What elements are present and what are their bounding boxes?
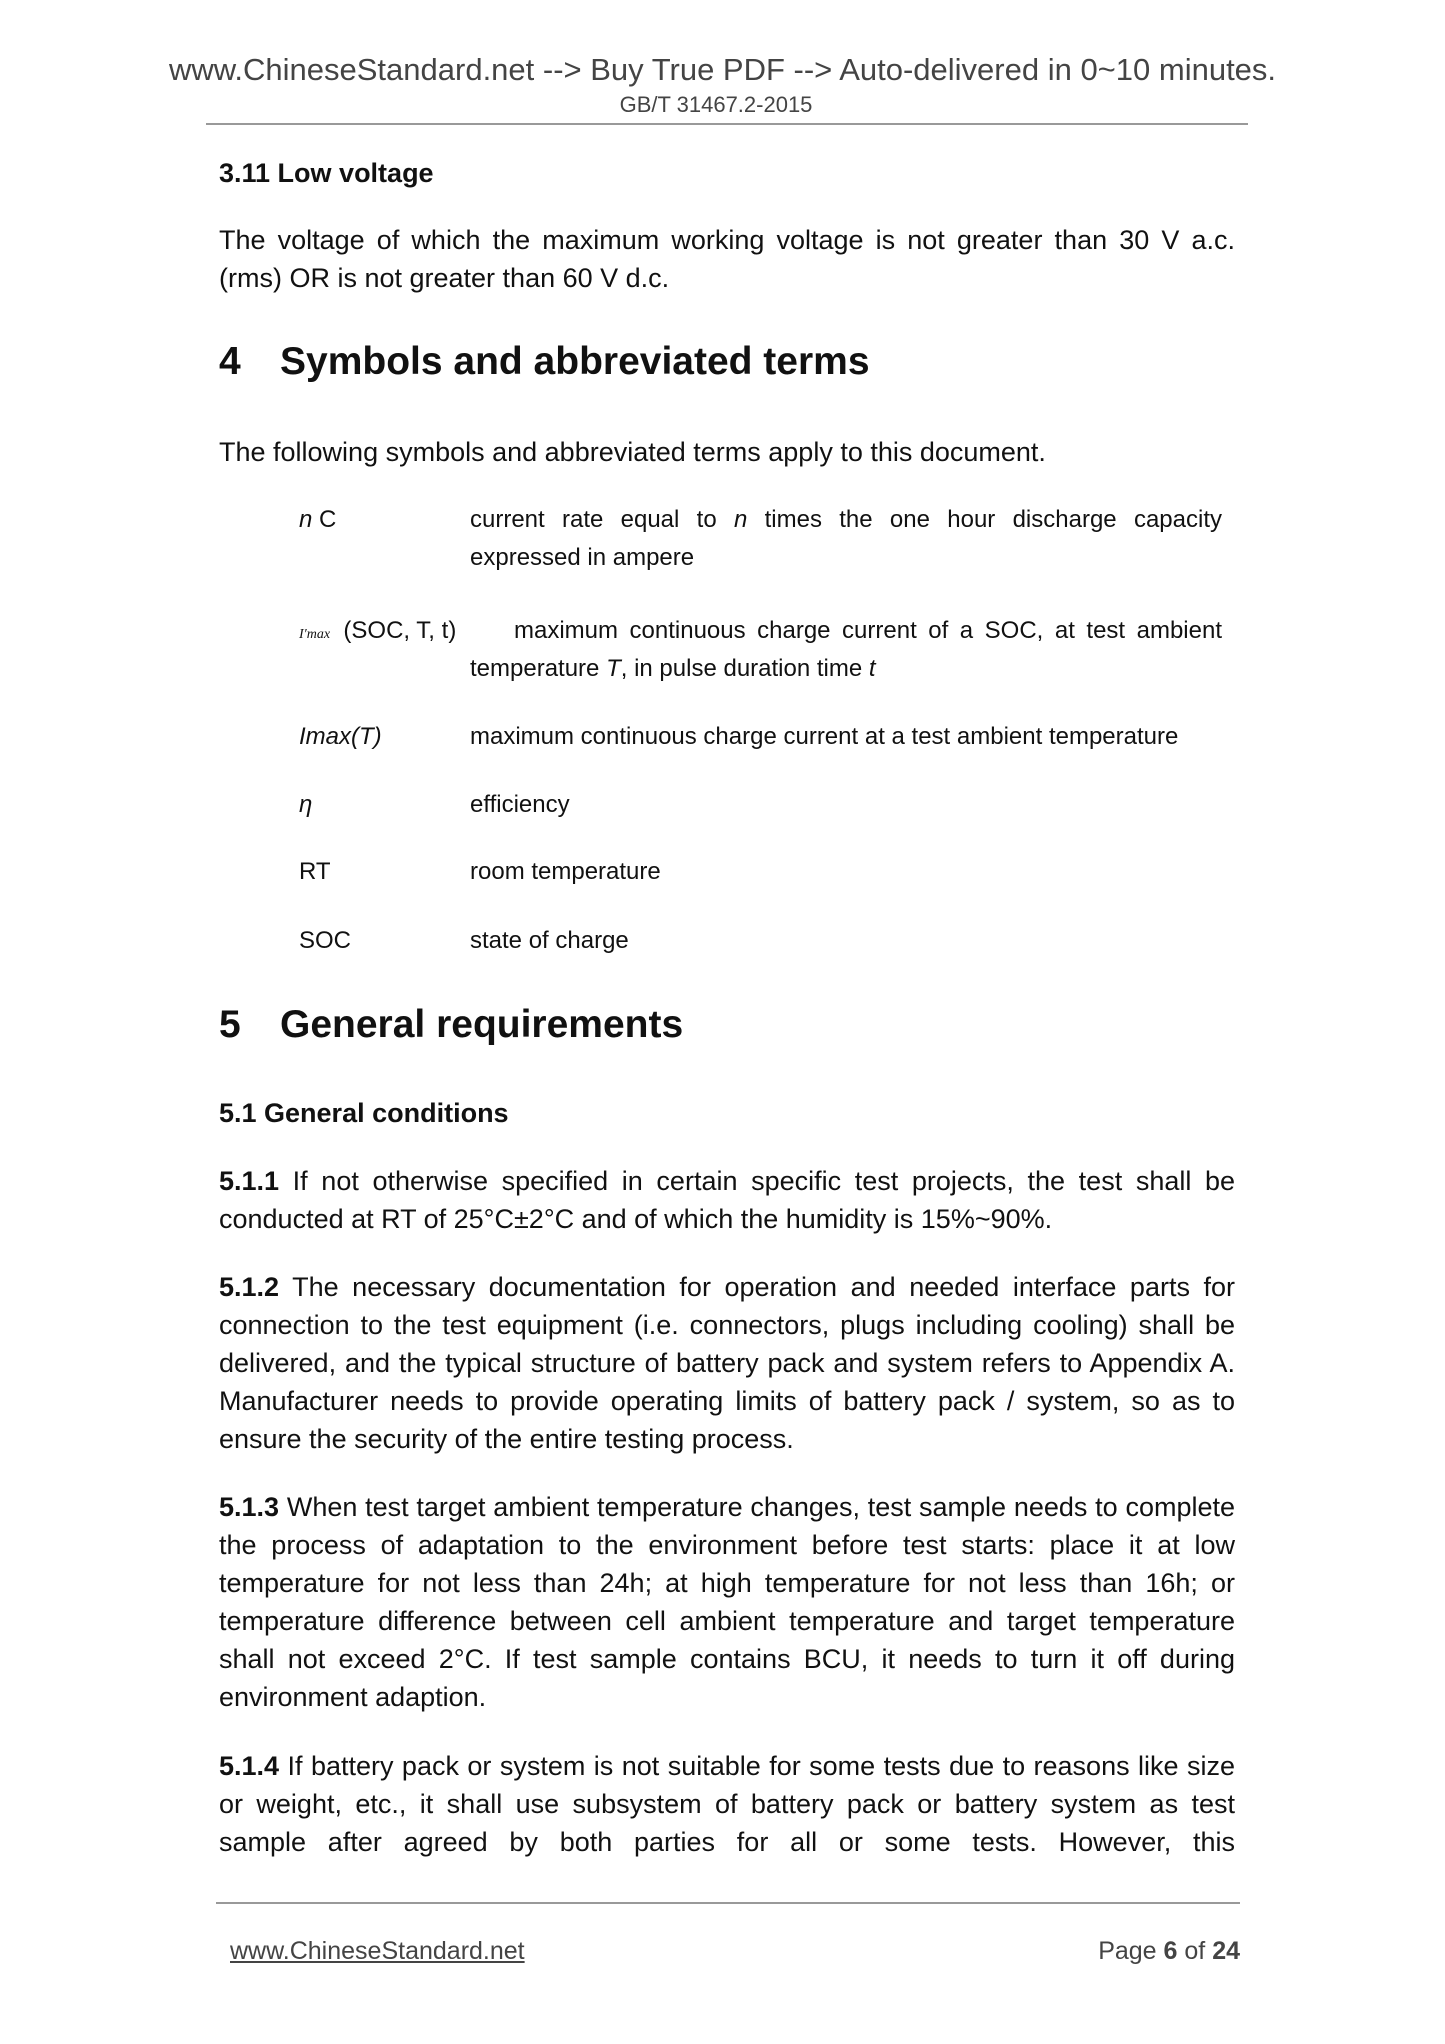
- page-of: of: [1177, 1937, 1213, 1965]
- definition-nc: current rate equal to n times the one hour discharge capacity expressed in ampere: [470, 506, 1222, 571]
- definition-imax-prime: maximum continuous charge current of a SOC, at test ambient temperature T, in pulse duration time t: [470, 617, 1222, 682]
- section-5-heading: [219, 1003, 683, 1047]
- section-3-11-text: The voltage of which the maximum working voltage is not greater than 30 V a.c. (rms) OR is not greater than 60 V d.c.: [219, 225, 1235, 293]
- clause-number: 5.1.2: [219, 1272, 280, 1302]
- document-id: GB/T 31467.2-2015: [619, 92, 813, 117]
- paragraph-5-1-1: [219, 1162, 1235, 1238]
- definition-soc: state of charge: [470, 927, 629, 954]
- symbol-rt: RT: [299, 858, 331, 885]
- symbol-imax-glyph: I′max: [299, 627, 331, 642]
- section-4-intro: The following symbols and abbreviated terms apply to this document.: [219, 437, 1046, 467]
- symbol-imax-prime: [299, 617, 456, 645]
- section-number: 5: [219, 1003, 241, 1046]
- symbol-soc: SOC: [299, 927, 352, 954]
- symbol-eta: η: [299, 791, 313, 818]
- section-title: Symbols and abbreviated terms: [280, 340, 870, 383]
- symbol-imax-args: (SOC, T, t): [343, 617, 457, 644]
- footer-link[interactable]: [230, 1937, 525, 1966]
- symbol-italic: n: [299, 506, 313, 533]
- clause-text: When test target ambient temperature changes, test sample needs to complete the process of adaptation to the environment before test starts: place it at low temperature for not less than 24h; at high temperature for not less than 16h; or temperature difference between cell ambient temperature and target temperature shall not exceed 2°C. If test sample contains BCU, it needs to turn it off during environment adaption.: [219, 1492, 1235, 1712]
- section-5-1-title: 5.1 General conditions: [219, 1098, 509, 1128]
- header-divider: [206, 123, 1248, 125]
- clause-text: If not otherwise specified in certain specific test projects, the test shall be conducted at RT of 25°C±2°C and of which the humidity is 15%~90%.: [219, 1166, 1235, 1234]
- paragraph-5-1-3: [219, 1488, 1235, 1716]
- paragraph-5-1-2: [219, 1268, 1235, 1458]
- clause-text: If battery pack or system is not suitable for some tests due to reasons like size or weight, etc., it shall use subsystem of battery pack or battery system as test sample after agreed by both parties for all or some tests. However, this: [219, 1751, 1235, 1857]
- section-title: General requirements: [280, 1003, 684, 1046]
- symbol-text: C: [312, 506, 337, 533]
- section-3-11-title: 3.11 Low voltage: [219, 158, 434, 188]
- symbol-imax-t: Imax(T): [299, 723, 382, 750]
- header-banner: www.ChineseStandard.net --> Buy True PDF --> Auto-delivered in 0~10 minutes.: [168, 52, 1277, 87]
- clause-number: 5.1.1: [219, 1166, 280, 1196]
- definition-rt: room temperature: [470, 858, 661, 885]
- current-page: 6: [1163, 1937, 1178, 1965]
- page-label: Page: [1098, 1937, 1164, 1965]
- clause-number: 5.1.4: [219, 1751, 280, 1781]
- page-number: [1098, 1937, 1240, 1966]
- section-4-heading: [219, 340, 870, 384]
- section-number: 4: [219, 340, 241, 383]
- definition-eta: efficiency: [470, 791, 570, 818]
- clause-text: The necessary documentation for operation and needed interface parts for connection to the test equipment (i.e. connectors, plugs including cooling) shall be delivered, and the typical structure of battery pack and system refers to Appendix A. Manufacturer needs to provide operating limits of battery pack / system, so as to ensure the security of the entire testing process.: [219, 1272, 1235, 1454]
- footer-link-text[interactable]: www.ChineseStandard.net: [230, 1937, 525, 1965]
- symbol-nc: [299, 506, 336, 534]
- footer-divider: [216, 1902, 1240, 1904]
- total-pages: 24: [1212, 1937, 1240, 1965]
- paragraph-5-1-4: [219, 1747, 1235, 1861]
- clause-number: 5.1.3: [219, 1492, 280, 1522]
- definition-imax-t: maximum continuous charge current at a test ambient temperature: [470, 723, 1179, 750]
